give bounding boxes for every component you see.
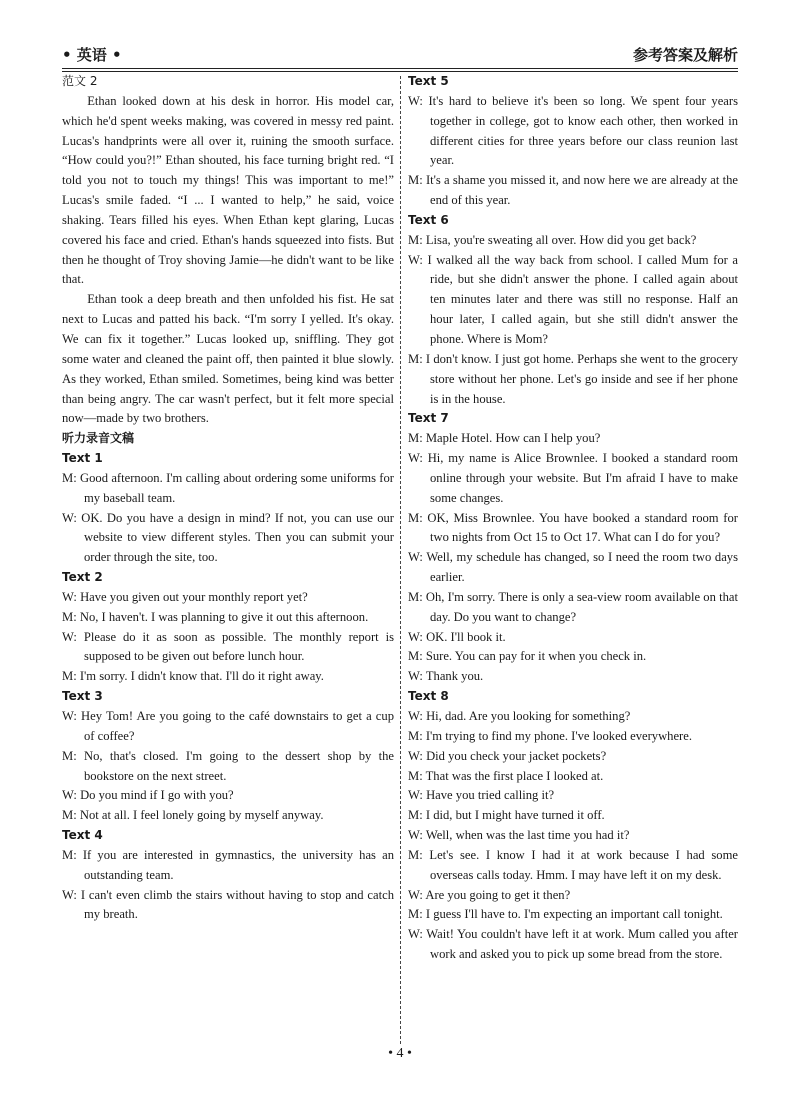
dialogue-line: M: It's a shame you missed it, and now here we are already at the end of this year. xyxy=(408,173,738,208)
dialogue-line: M: Let's see. I know I had it at work because I had some overseas calls today. Hmm. I may have left it on my desk. xyxy=(408,847,738,882)
text-title: Text 5 xyxy=(408,74,449,88)
essay-paragraph: Ethan looked down at his desk in horror. His model car, which he'd spent weeks making, was covered in messy red paint. Lucas's handprints were all over it, ruining the smooth surface. “How could you?!” Ethan shouted, his face turning bright red. “I told you not to touch my things! This was important to me!” Lucas's smile faded. “I ... I wanted to help,” he said, voice shaking. Tears filled his eyes. When Ethan kept glaring, Lucas covered his face and cried. Ethan's hands squeezed into fists. But then he thought of Troy shoving Jamie—he didn't want to be like that. xyxy=(62,93,394,287)
right-column xyxy=(408,72,738,965)
dialogue-line: M: Maple Hotel. How can I help you? xyxy=(408,431,601,446)
dialogue-line: M: I guess I'll have to. I'm expecting an important call tonight. xyxy=(408,907,723,922)
dialogue-line: W: Please do it as soon as possible. The monthly report is supposed to be given out before lunch hour. xyxy=(62,629,394,664)
dialogue-line: M: Not at all. I feel lonely going by myself anyway. xyxy=(62,808,324,823)
essay-title: 范文 2 xyxy=(62,74,98,88)
dialogue-line: W: I can't even climb the stairs without having to stop and catch my breath. xyxy=(62,887,394,922)
page-header xyxy=(62,44,738,68)
dialogue-line: M: No, I haven't. I was planning to give it out this afternoon. xyxy=(62,609,369,624)
dialogue-line: M: I did, but I might have turned it off. xyxy=(408,808,605,823)
dialogue-line: W: Wait! You couldn't have left it at work. Mum called you after work and asked you to pick up some bread from the store. xyxy=(408,927,738,962)
header-rule xyxy=(62,68,738,69)
dialogue-line: W: I walked all the way back from school. I called Mum for a ride, but she didn't answer the phone. I called again about ten minutes later and there was still no response. Half an hour later, I called again, but she still didn't answer the phone. Where is Mom? xyxy=(408,252,738,346)
page-number: • 4 • xyxy=(388,1046,412,1061)
dialogue-line: W: Have you tried calling it? xyxy=(408,788,555,803)
dialogue-line: M: No, that's closed. I'm going to the dessert shop by the bookstore on the next street. xyxy=(62,748,394,783)
dialogue-line: M: I don't know. I just got home. Perhaps she went to the grocery store without her phone. Let's go inside and see if her phone is in the house. xyxy=(408,351,738,406)
text-title: Text 3 xyxy=(62,689,103,704)
text-title: Text 8 xyxy=(408,689,449,704)
text-title: Text 1 xyxy=(62,451,103,466)
dialogue-line: W: Thank you. xyxy=(408,669,484,684)
dialogue-line: M: Lisa, you're sweating all over. How did you get back? xyxy=(408,232,697,247)
dialogue-line: W: It's hard to believe it's been so long. We spent four years together in college, got to know each other, then worked in different cities for three years before our class reunion last year. xyxy=(408,93,738,168)
dialogue-line: W: Hi, dad. Are you looking for something? xyxy=(408,709,631,723)
dialogue-line: M: I'm trying to find my phone. I've looked everywhere. xyxy=(408,728,692,743)
dialogue-line: M: OK, Miss Brownlee. You have booked a standard room for two nights from Oct 15 to Oct 17. What can I do for you? xyxy=(408,510,738,545)
left-column xyxy=(62,72,394,925)
dialogue-line: M: If you are interested in gymnastics, the university has an outstanding team. xyxy=(62,847,394,882)
dialogue-line: M: Good afternoon. I'm calling about ordering some uniforms for my baseball team. xyxy=(62,470,394,505)
dialogue-line: W: Hi, my name is Alice Brownlee. I booked a standard room online through your website. But I'm afraid I have to make some changes. xyxy=(408,451,738,505)
dialogue-line: M: Sure. You can pay for it when you check in. xyxy=(408,649,647,664)
dialogue-line: W: Have you given out your monthly report yet? xyxy=(62,589,308,604)
column-divider xyxy=(400,76,401,1044)
text-title: Text 4 xyxy=(62,828,103,843)
dialogue-line: W: Well, my schedule has changed, so I need the room two days earlier. xyxy=(408,550,738,585)
dialogue-line: W: Did you check your jacket pockets? xyxy=(408,748,607,763)
essay-paragraph: Ethan took a deep breath and then unfolded his fist. He sat next to Lucas and patted his back. “I'm sorry I yelled. It's okay. We can fix it together.” Lucas looked up, sniffling. They got some water and cleaned the paint off, then painted it blue slowly. As they worked, Ethan smiled. Sometimes, being kind was better than being angry. The car wasn't perfect, but it felt more special now—made by two brothers. xyxy=(62,292,394,426)
dialogue-line: M: That was the first place I looked at. xyxy=(408,768,604,783)
dialogue-line: W: Are you going to get it then? xyxy=(408,887,571,902)
text-title: Text 6 xyxy=(408,212,449,227)
text-title: Text 7 xyxy=(408,411,449,426)
text-title: Text 2 xyxy=(62,570,103,585)
subject-label: • 英语 • xyxy=(62,46,122,64)
dialogue-line: W: Do you mind if I go with you? xyxy=(62,788,234,803)
section-title: 参考答案及解析 xyxy=(632,46,738,64)
dialogue-line: W: OK. Do you have a design in mind? If not, you can use our website to view different styles. Then you can submit your order through the site, too. xyxy=(62,510,394,565)
dialogue-line: W: Well, when was the last time you had it? xyxy=(408,828,630,843)
dialogue-line: M: Oh, I'm sorry. There is only a sea-view room available on that day. Do you want to change? xyxy=(408,589,738,624)
dialogue-line: W: OK. I'll book it. xyxy=(408,629,506,644)
transcript-heading: 听力录音文稿 xyxy=(62,431,135,446)
dialogue-line: W: Hey Tom! Are you going to the café downstairs to get a cup of coffee? xyxy=(62,709,394,743)
dialogue-line: M: I'm sorry. I didn't know that. I'll do it right away. xyxy=(62,669,324,684)
